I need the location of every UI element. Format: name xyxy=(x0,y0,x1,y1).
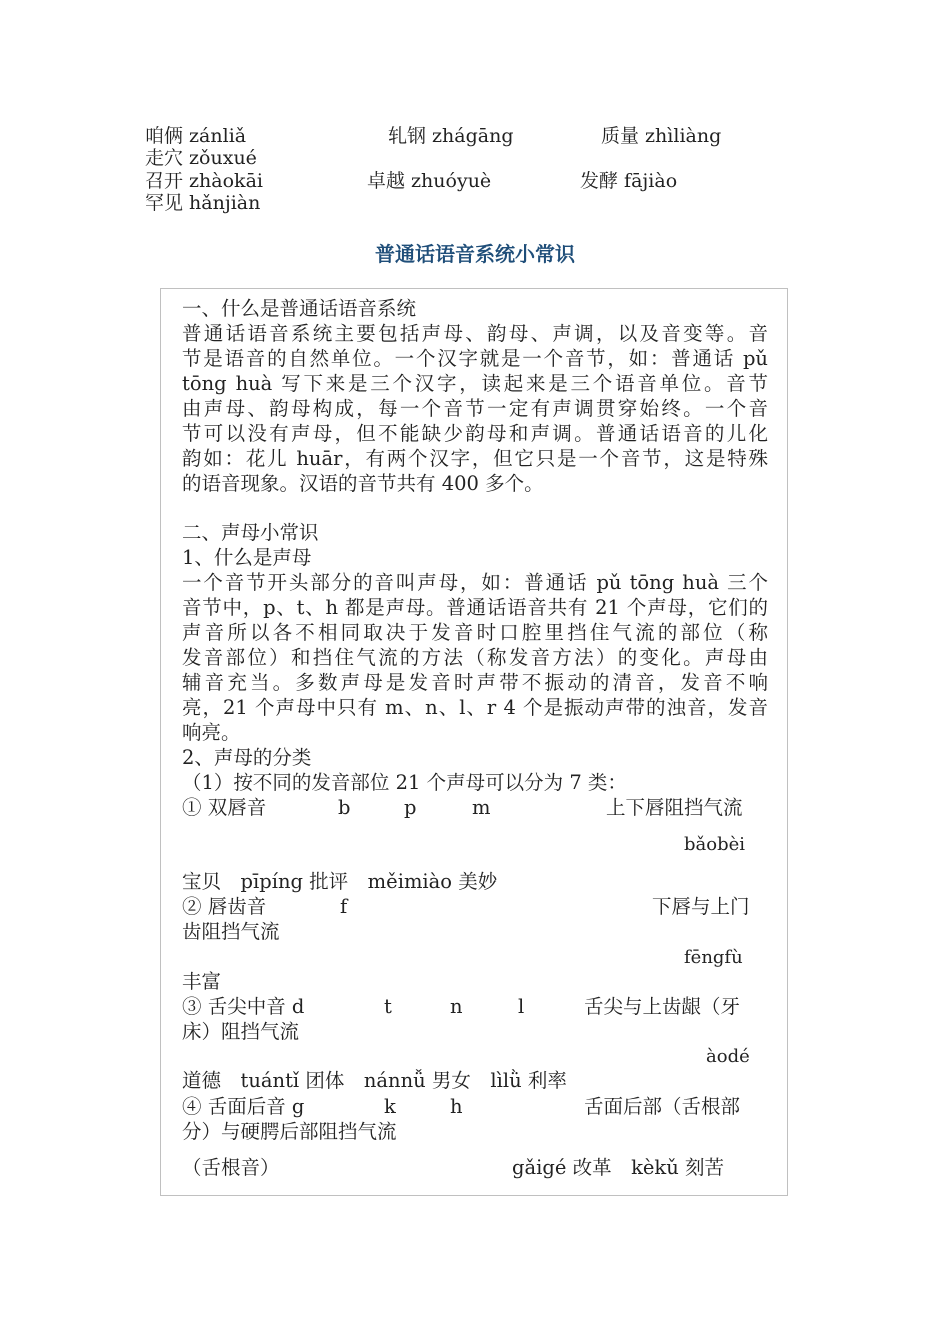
initial-letter: m xyxy=(472,796,491,819)
page-title: 普通话语音系统小常识 xyxy=(375,242,575,266)
vocab-word: 质量 zhìliàng xyxy=(601,125,722,147)
paragraph-line: 普通话语音系统主要包括声母、韵母、声调，以及音变等。音 xyxy=(182,322,768,345)
category-label: ④ 舌面后音 g xyxy=(182,1095,305,1118)
category-label: ① 双唇音 xyxy=(182,796,267,819)
section-heading: 一、什么是普通话语音系统 xyxy=(182,297,417,320)
initial-letter: h xyxy=(450,1095,463,1118)
initial-letter: n xyxy=(450,995,463,1018)
vocab-word: 发酵 fājiào xyxy=(580,170,678,192)
example-pinyin: àodé xyxy=(706,1046,750,1067)
paragraph-line: 的语音现象。汉语的音节共有 400 多个。 xyxy=(182,472,544,495)
category-label: ② 唇齿音 xyxy=(182,895,267,918)
example-pinyin: bǎobèi xyxy=(684,834,746,855)
initial-letter: k xyxy=(384,1095,396,1118)
vocab-word: 召开 zhàokāi xyxy=(145,170,263,192)
paragraph-line: 发音部位）和挡住气流的方法（称发音方法）的变化。声母由 xyxy=(182,646,768,669)
paragraph-line: 由声母、韵母构成，每一个音节一定有声调贯穿始终。一个音 xyxy=(182,397,768,420)
vocab-word: 咱俩 zánliǎ xyxy=(145,125,247,147)
category-description: 下唇与上门 xyxy=(652,895,750,918)
initial-letter: l xyxy=(518,995,525,1018)
paragraph-line: 一个音节开头部分的音叫声母，如：普通话 pǔ tōng huà 三个 xyxy=(182,571,768,594)
section-heading: 二、声母小常识 xyxy=(182,521,319,544)
example-note: （舌根音） xyxy=(182,1156,280,1179)
paragraph-line: 响亮。 xyxy=(182,721,241,744)
category-description-cont: 床）阻挡气流 xyxy=(182,1020,300,1043)
paragraph-line: 亮，21 个声母中只有 m、n、l、r 4 个是振动声带的浊音，发音 xyxy=(182,696,768,719)
example-line: 道德 tuántǐ 团体 nánnǚ 男女 lìlǜ 利率 xyxy=(182,1069,567,1092)
category-description: 舌面后部（舌根部 xyxy=(584,1095,741,1118)
subheading: 1、什么是声母 xyxy=(182,546,312,569)
category-description-cont: 分）与硬腭后部阻挡气流 xyxy=(182,1120,397,1143)
category-description: 上下唇阻挡气流 xyxy=(606,796,743,819)
paragraph-line: 韵如：花儿 huār，有两个汉字，但它只是一个音节，这是特殊 xyxy=(182,447,768,470)
initial-letter: b xyxy=(338,796,351,819)
vocab-word: 罕见 hǎnjiàn xyxy=(145,192,261,214)
paragraph-line: 节可以没有声母，但不能缺少韵母和声调。普通话语音的儿化 xyxy=(182,422,768,445)
example-line: 丰富 xyxy=(182,970,222,993)
paragraph-line: 辅音充当。多数声母是发音时声带不振动的清音，发音不响 xyxy=(182,671,768,694)
example-line: gǎigé 改革 kèkǔ 刻苦 xyxy=(512,1156,724,1179)
paragraph-line: 节是语音的自然单位。一个汉字就是一个音节，如：普通话 pǔ xyxy=(182,347,768,370)
paragraph-line: 声音所以各不相同取决于发音时口腔里挡住气流的部位（称 xyxy=(182,621,768,644)
vocab-word: 卓越 zhuóyuè xyxy=(367,170,492,192)
paragraph-line: （1）按不同的发音部位 21 个声母可以分为 7 类： xyxy=(182,771,627,794)
subheading: 2、声母的分类 xyxy=(182,746,312,769)
example-pinyin: fēngfù xyxy=(684,947,743,968)
initial-letter: f xyxy=(340,895,348,918)
initial-letter: p xyxy=(404,796,417,819)
category-description-cont: 齿阻挡气流 xyxy=(182,920,280,943)
example-line: 宝贝 pīpíng 批评 měimiào 美妙 xyxy=(182,870,498,893)
paragraph-line: tōng huà 写下来是三个汉字，读起来是三个语音单位。音节 xyxy=(182,372,768,395)
paragraph-line: 音节中，p、t、h 都是声母。普通话语音共有 21 个声母，它们的 xyxy=(182,596,768,619)
category-label: ③ 舌尖中音 d xyxy=(182,995,305,1018)
initial-letter: t xyxy=(384,995,392,1018)
category-description: 舌尖与上齿龈（牙 xyxy=(584,995,741,1018)
vocab-word: 走穴 zǒuxué xyxy=(145,147,257,169)
vocab-word: 轧钢 zhágāng xyxy=(388,125,514,147)
